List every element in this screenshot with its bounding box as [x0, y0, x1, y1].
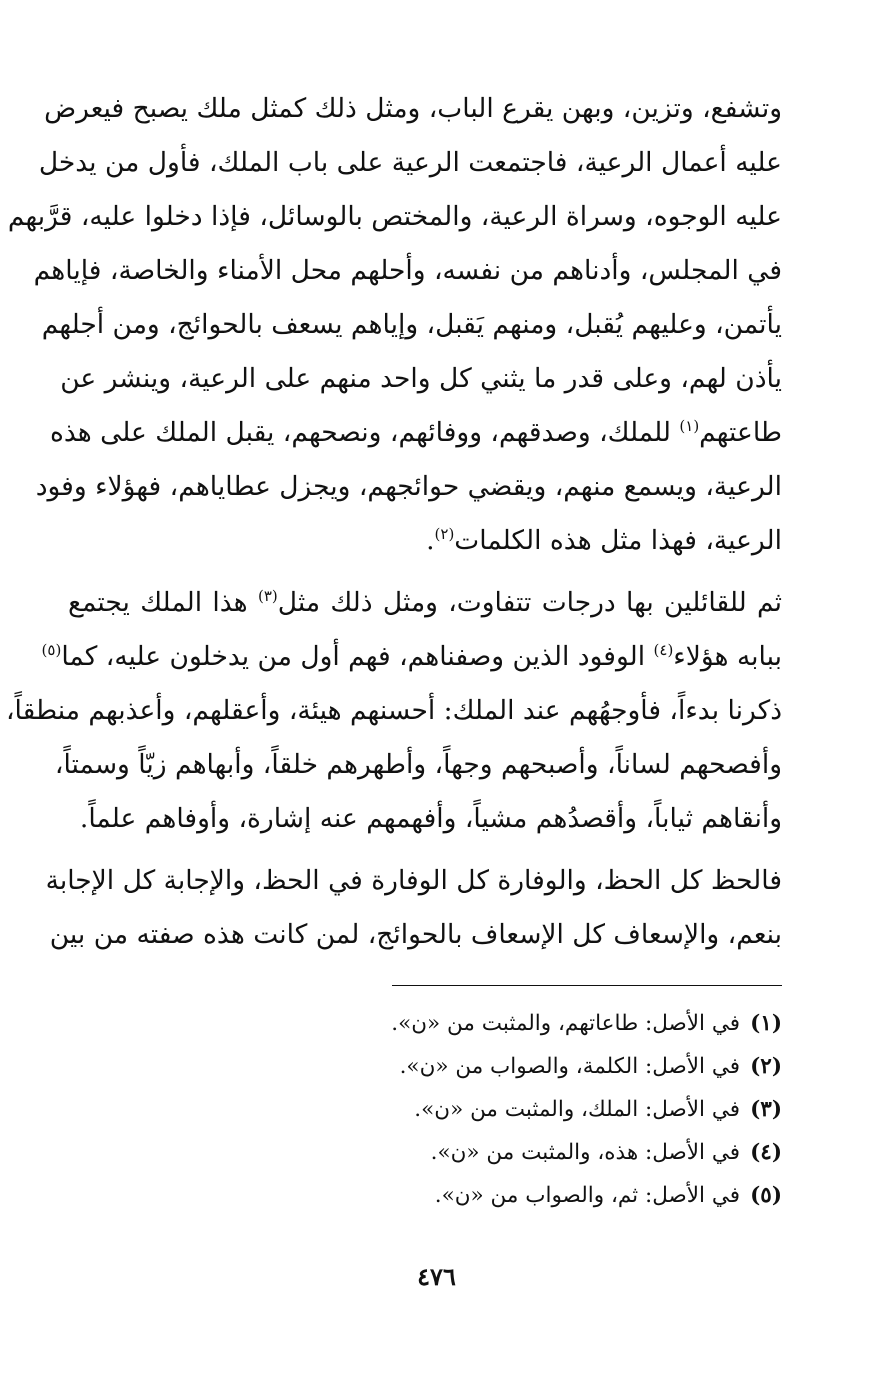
text-segment: ثم للقائلين بها درجات تتفاوت، ومثل ذلك مثل: [277, 587, 782, 618]
text-line: الرعية، ويسمع منهم، ويقضي حوائجهم، ويجزل عطاياهم، فهؤلاء وفود: [35, 471, 782, 502]
text-line: عليه الوجوه، وسراة الرعية، والمختص بالوسائل، فإذا دخلوا عليه، قرَّبهم: [7, 201, 782, 232]
text-segment: هذا الملك يجتمع: [68, 587, 258, 618]
text-line: يأذن لهم، وعلى قدر ما يثني كل واحد منهم على الرعية، وينشر عن: [60, 363, 782, 394]
text-line: في المجلس، وأدناهم من نفسه، وأحلهم محل الأمناء والخاصة، فإياهم: [33, 255, 782, 286]
footnote-item: [322, 1045, 782, 1088]
footnote-text: في الأصل: الملك، والمثبت من «ن».: [414, 1097, 741, 1122]
footnote-item: [322, 1174, 782, 1217]
text-line: وتشفع، وتزين، وبهن يقرع الباب، ومثل ذلك كمثل ملك يصبح فيعرض: [44, 93, 782, 124]
footnote-number: (٥): [750, 1183, 782, 1208]
footnote-text: في الأصل: الكلمة، والصواب من «ن».: [399, 1054, 741, 1079]
footnote-divider: [392, 985, 782, 986]
footnotes-list: [322, 1002, 782, 1217]
text-line: ذكرنا بدءاً، فأوجهُهم عند الملك: أحسنهم هيئة، وأعقلهم، وأعذبهم منطقاً،: [5, 695, 782, 726]
footnote-ref-5: (٥): [41, 641, 62, 660]
footnote-number: (١): [750, 1011, 782, 1036]
page-body: [5, 82, 782, 962]
paragraph-1: [7, 82, 782, 568]
text-line: وأفصحهم لساناً، وأصبحهم وجهاً، وأطهرهم خلقاً، وأبهاهم زيّاً وسمتاً،: [54, 749, 782, 780]
footnote-ref-2: (٢): [434, 525, 455, 544]
text-segment: الوفود الذين وصفناهم، فهم أول من يدخلون عليه، كما: [61, 641, 654, 672]
text-line: [68, 576, 782, 630]
paragraph-3: [45, 854, 782, 962]
footnote-ref-3: (٣): [257, 587, 278, 606]
footnote-text: في الأصل: هذه، والمثبت من «ن».: [430, 1140, 741, 1165]
text-segment: الرعية، فهذا مثل هذه الكلمات: [454, 525, 782, 556]
footnote-number: (٤): [750, 1140, 782, 1165]
footnote-ref-4: (٤): [653, 641, 674, 660]
text-line: بنعم، والإسعاف كل الإسعاف بالحوائج، لمن كانت هذه صفته من بين: [49, 919, 782, 950]
text-line: [41, 630, 782, 684]
text-line: [49, 406, 782, 460]
footnote-item: [322, 1088, 782, 1131]
page-number: ٤٧٦: [417, 1262, 456, 1291]
text-segment: ببابه هؤلاء: [673, 641, 782, 672]
footnote-number: (٢): [750, 1054, 782, 1079]
text-line: وأنقاهم ثياباً، وأقصدُهم مشياً، وأفهمهم عنه إشارة، وأوفاهم علماً.: [79, 803, 782, 834]
footnote-text: في الأصل: ثم، والصواب من «ن».: [434, 1183, 741, 1208]
footnote-item: [322, 1131, 782, 1174]
text-line: [68, 514, 782, 568]
text-segment: للملك، وصدقهم، ووفائهم، ونصحهم، يقبل الملك على هذه: [49, 417, 680, 448]
footnote-text: في الأصل: طاعاتهم، والمثبت من «ن».: [391, 1011, 741, 1036]
text-segment: .: [426, 525, 435, 556]
footnote-item: [322, 1002, 782, 1045]
footnote-number: (٣): [750, 1097, 782, 1122]
text-line: عليه أعمال الرعية، فاجتمعت الرعية على باب الملك، فأول من يدخل: [38, 147, 782, 178]
text-line: يأتمن، وعليهم يُقبل، ومنهم يَقبل، وإياهم يسعف بالحوائج، ومن أجلهم: [41, 309, 782, 340]
text-line: فالحظ كل الحظ، والوفارة كل الوفارة في الحظ، والإجابة كل الإجابة: [45, 865, 782, 896]
footnote-ref-1: (١): [679, 417, 700, 436]
paragraph-2: [5, 576, 782, 846]
text-segment: طاعتهم: [699, 417, 782, 448]
